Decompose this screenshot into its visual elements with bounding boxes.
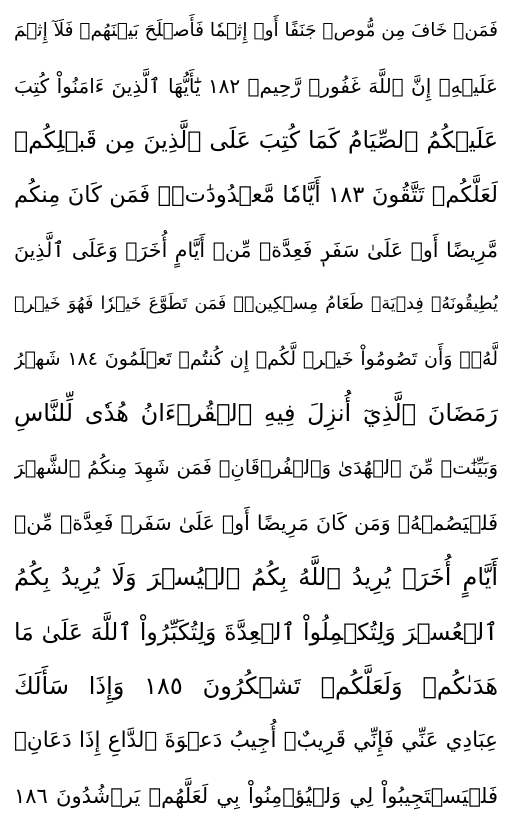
verse-line-7-text: لَّهُۥۚ وَأَن تَصُومُواْ خَيۡرٞ لَّكُمۡ إِن كُنتُمۡ تَعۡلَمُونَ ١٨٤ شَهۡرُ [14,347,498,370]
verse-line-8 [14,386,498,441]
verse-line-2-text: عَلَيۡهِۚ إِنَّ ٱللَّهَ غَفُورٞ رَّحِيمٞ ١٨٢ يَٰٓأَيُّهَا ٱلَّذِينَ ءَامَنُواْ كُتِبَ [14,73,498,98]
verse-line-12 [14,605,498,660]
verse-line-12-text: ٱلۡعُسۡرَ وَلِتُكۡمِلُواْ ٱلۡعِدَّةَ وَلِتُكَبِّرُواْ ٱللَّهَ عَلَىٰ مَا [14,617,498,646]
verse-line-9-text: وَبَيِّنَٰتٖ مِّنَ ٱلۡهُدَىٰ وَٱلۡفُرۡقَانِۚ فَمَن شَهِدَ مِنكُمُ ٱلشَّهۡرَ [14,456,498,480]
verse-line-2 [14,59,498,114]
verse-line-6 [14,277,498,332]
verse-line-5 [14,222,498,277]
verse-line-14 [14,714,498,769]
verse-line-10 [14,495,498,550]
verse-line-11 [14,550,498,605]
verse-line-3 [14,113,498,168]
verse-line-1-text: فَمَنۡ خَافَ مِن مُّوصٖ جَنَفًا أَوۡ إِثۡمٗا فَأَصۡلَحَ بَيۡنَهُمۡ فَلَآ إِثۡمَ [14,20,498,42]
verse-line-10-text: فَلۡيَصُمۡهُۖ وَمَن كَانَ مَرِيضًا أَوۡ عَلَىٰ سَفَرٖ فَعِدَّةٞ مِّنۡ [14,510,498,535]
verse-line-1 [14,4,498,59]
verse-line-5-text: مَّرِيضًا أَوۡ عَلَىٰ سَفَرٖ فَعِدَّةٞ مِّنۡ أَيَّامٍ أُخَرَۚ وَعَلَى ٱلَّذِينَ [14,237,498,262]
verse-line-13-text: هَدَىٰكُمۡ وَلَعَلَّكُمۡ تَشۡكُرُونَ ١٨٥ وَإِذَا سَأَلَكَ [14,672,498,701]
verse-line-15 [14,768,498,823]
verse-line-13 [14,659,498,714]
verse-line-6-text: يُطِيقُونَهُۥ فِدۡيَةٞ طَعَامُ مِسۡكِينٖۖ فَمَن تَطَوَّعَ خَيۡرٗا فَهُوَ خَيۡرٞ [14,294,498,315]
verse-line-4-text: لَعَلَّكُمۡ تَتَّقُونَ ١٨٣ أَيَّامٗا مَّعۡدُودَٰتٖۚ فَمَن كَانَ مِنكُم [14,182,498,209]
verse-line-7 [14,332,498,387]
verse-line-8-text: رَمَضَانَ ٱلَّذِيٓ أُنزِلَ فِيهِ ٱلۡقُرۡءَانُ هُدٗى لِّلنَّاسِ [14,399,498,428]
verse-line-11-text: أَيَّامٍ أُخَرَۗ يُرِيدُ ٱللَّهُ بِكُمُ ٱلۡيُسۡرَ وَلَا يُرِيدُ بِكُمُ [14,563,498,592]
verse-line-9 [14,441,498,496]
verse-line-14-text: عِبَادِي عَنِّي فَإِنِّي قَرِيبٌۖ أُجِيبُ دَعۡوَةَ ٱلدَّاعِ إِذَا دَعَانِۖ [14,728,498,754]
verse-line-15-text: فَلۡيَسۡتَجِيبُواْ لِي وَلۡيُؤۡمِنُواْ بِي لَعَلَّهُمۡ يَرۡشُدُونَ ١٨٦ [14,783,498,808]
verse-line-3-text: عَلَيۡكُمُ ٱلصِّيَامُ كَمَا كُتِبَ عَلَى ٱلَّذِينَ مِن قَبۡلِكُمۡ [14,126,498,155]
verse-line-4 [14,168,498,223]
